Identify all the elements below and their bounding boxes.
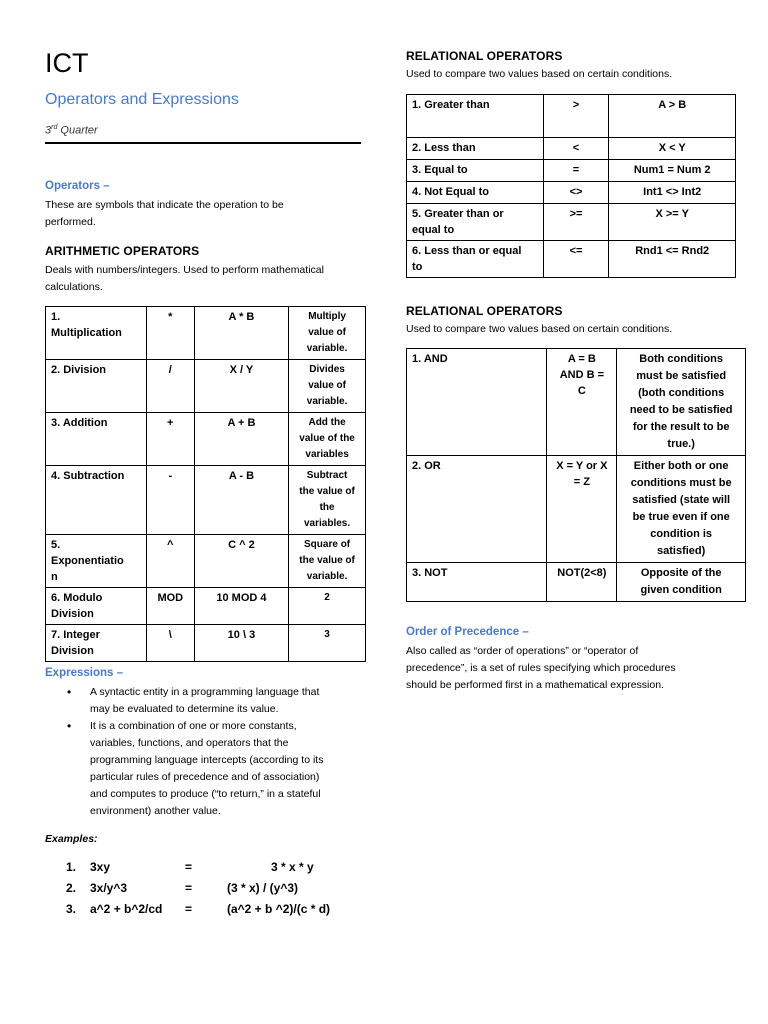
- operator-symbol: -: [146, 466, 194, 535]
- operator-name: 1. AND: [407, 349, 547, 456]
- example-equals: =: [185, 881, 193, 895]
- operator-desc: Both conditions must be satisfied (both conditions need to be satisfied for the result to be true.): [617, 349, 746, 456]
- example-number: 1.: [66, 860, 77, 874]
- table-row: [46, 307, 366, 360]
- table-row: [407, 160, 736, 182]
- operator-name: 1. Greater than: [407, 95, 544, 138]
- operator-example: A = B AND B = C: [547, 349, 617, 456]
- precedence-text: Also called as “order of operations” or “operator of precedence”, is a set of rules specifying which procedures should be performed first in a mathematical expression.: [406, 645, 676, 691]
- operator-name: 6. Modulo Division: [46, 588, 147, 625]
- operator-symbol: MOD: [146, 588, 194, 625]
- table-row: [46, 535, 366, 588]
- list-item: [45, 902, 365, 922]
- operator-example: X >= Y: [609, 204, 736, 241]
- operator-symbol: /: [146, 360, 194, 413]
- relational-desc: Used to compare two values based on certain conditions.: [406, 68, 673, 80]
- examples-heading: Examples:: [45, 833, 98, 845]
- operator-symbol: ^: [146, 535, 194, 588]
- operator-example: A - B: [194, 466, 288, 535]
- example-result: (3 * x) / (y^3): [227, 881, 299, 895]
- table-row: [46, 625, 366, 662]
- logical-desc: Used to compare two values based on certain conditions.: [406, 323, 673, 335]
- quarter-label: 3rd Quarter: [45, 124, 98, 137]
- operators-text: These are symbols that indicate the operation to be performed.: [45, 199, 284, 228]
- list-item: [45, 860, 365, 880]
- operator-example: C ^ 2: [194, 535, 288, 588]
- table-row: [407, 241, 736, 278]
- expressions-list: [45, 684, 365, 820]
- operator-desc: 3: [289, 625, 366, 662]
- operator-symbol: <=: [543, 241, 609, 278]
- operator-name: 7. Integer Division: [46, 625, 147, 662]
- operator-symbol: \: [146, 625, 194, 662]
- list-item: • It is a combination of one or more constants, variables, functions, and operators that the programming language intercepts (according to its particular rules of precedence and of association) and computes to produce (“to return,” in a stateful environment) another value.: [45, 718, 365, 820]
- operator-symbol: <>: [543, 182, 609, 204]
- operator-name: 2. Less than: [407, 138, 544, 160]
- example-result: (a^2 + b ^2)/(c * d): [227, 902, 331, 916]
- expressions-heading: Expressions –: [45, 667, 123, 679]
- table-row: [407, 204, 736, 241]
- arithmetic-desc: Deals with numbers/integers. Used to perform mathematical calculations.: [45, 264, 324, 293]
- table-row: [407, 182, 736, 204]
- operator-desc: Multiply value of variable.: [289, 307, 366, 360]
- table-row: [407, 95, 736, 138]
- operator-symbol: =: [543, 160, 609, 182]
- precedence-heading: Order of Precedence –: [406, 626, 529, 638]
- logical-table: [406, 348, 746, 602]
- table-row: [46, 588, 366, 625]
- operator-example: NOT(2<8): [547, 563, 617, 602]
- operator-name: 3. Equal to: [407, 160, 544, 182]
- operator-example: X / Y: [194, 360, 288, 413]
- arithmetic-heading: ARITHMETIC OPERATORS: [45, 244, 200, 258]
- logical-heading: RELATIONAL OPERATORS: [406, 304, 563, 318]
- operator-example: 10 \ 3: [194, 625, 288, 662]
- operator-desc: Either both or one conditions must be satisfied (state will be true even if one condition is satisfied): [617, 456, 746, 563]
- operator-name: 5. Greater than or equal to: [407, 204, 544, 241]
- table-row: [407, 349, 746, 456]
- operator-name: 4. Not Equal to: [407, 182, 544, 204]
- example-number: 3.: [66, 902, 77, 916]
- operator-desc: Add the value of the variables: [289, 413, 366, 466]
- examples-list: [45, 860, 365, 930]
- header-divider: [45, 142, 361, 144]
- operator-example: A > B: [609, 95, 736, 138]
- example-equals: =: [185, 902, 193, 916]
- example-equals: =: [185, 860, 193, 874]
- list-item: • A syntactic entity in a programming language that may be evaluated to determine its value.: [45, 684, 365, 718]
- operator-symbol: <: [543, 138, 609, 160]
- operator-name: 5. Exponentiatio n: [46, 535, 147, 588]
- table-row: [46, 466, 366, 535]
- relational-heading: RELATIONAL OPERATORS: [406, 49, 563, 63]
- relational-table: [406, 94, 736, 278]
- operator-desc: Divides value of variable.: [289, 360, 366, 413]
- operator-desc: Square of the value of variable.: [289, 535, 366, 588]
- example-expression: 3xy: [90, 860, 111, 874]
- table-row: [46, 360, 366, 413]
- operator-example: Num1 = Num 2: [609, 160, 736, 182]
- operator-name: 2. Division: [46, 360, 147, 413]
- operator-example: A * B: [194, 307, 288, 360]
- operator-desc: 2: [289, 588, 366, 625]
- operator-name: 3. Addition: [46, 413, 147, 466]
- operators-heading: Operators –: [45, 180, 110, 192]
- operator-name: 6. Less than or equal to: [407, 241, 544, 278]
- operator-example: Rnd1 <= Rnd2: [609, 241, 736, 278]
- list-item: [45, 881, 365, 901]
- operator-desc: Subtract the value of the variables.: [289, 466, 366, 535]
- operator-symbol: *: [146, 307, 194, 360]
- operator-name: 3. NOT: [407, 563, 547, 602]
- operator-name: 4. Subtraction: [46, 466, 147, 535]
- example-number: 2.: [66, 881, 77, 895]
- operator-example: A + B: [194, 413, 288, 466]
- operator-example: X < Y: [609, 138, 736, 160]
- operator-desc: Opposite of the given condition: [617, 563, 746, 602]
- table-row: [407, 563, 746, 602]
- example-result: 3 * x * y: [271, 860, 314, 874]
- table-row: [407, 456, 746, 563]
- operator-name: 2. OR: [407, 456, 547, 563]
- page-title: ICT: [45, 48, 89, 78]
- arithmetic-table: [45, 306, 366, 662]
- operator-name: 1. Multiplication: [46, 307, 147, 360]
- operator-example: Int1 <> Int2: [609, 182, 736, 204]
- example-expression: a^2 + b^2/cd: [90, 902, 163, 916]
- table-row: [46, 413, 366, 466]
- table-row: [407, 138, 736, 160]
- page-subtitle: Operators and Expressions: [45, 91, 239, 108]
- operator-example: 10 MOD 4: [194, 588, 288, 625]
- operator-symbol: +: [146, 413, 194, 466]
- operator-example: X = Y or X = Z: [547, 456, 617, 563]
- operator-symbol: >=: [543, 204, 609, 241]
- example-expression: 3x/y^3: [90, 881, 128, 895]
- operator-symbol: >: [543, 95, 609, 138]
